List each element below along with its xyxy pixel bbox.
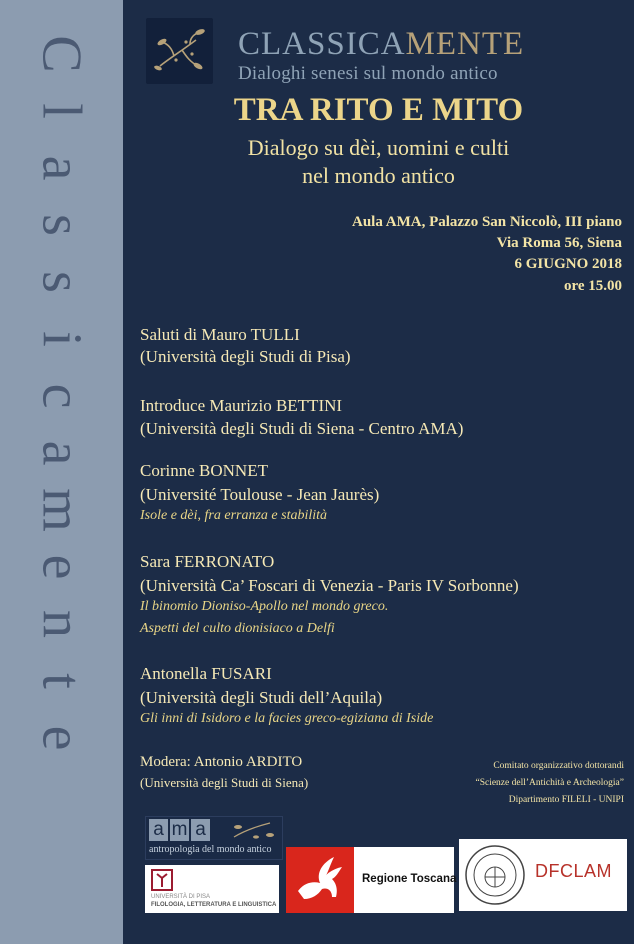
event-time: ore 15.00 bbox=[563, 278, 622, 294]
ama-letter: a bbox=[149, 819, 168, 841]
vertical-letter: C bbox=[30, 35, 93, 73]
vertical-letter: n bbox=[30, 610, 93, 638]
moderator: Modera: Antonio ARDITO bbox=[140, 754, 303, 770]
speaker-name: Introduce Maurizio BETTINI bbox=[140, 396, 343, 415]
committee-line3: Dipartimento FILELI - UNIPI bbox=[508, 795, 624, 805]
venue: Aula AMA, Palazzo San Niccolò, III piano bbox=[351, 214, 622, 230]
vertical-letter: e bbox=[30, 725, 93, 751]
ama-letter: m bbox=[171, 819, 188, 840]
speaker-affiliation: (Università degli Studi di Siena - Centro AMA) bbox=[140, 419, 464, 438]
vertical-letter: s bbox=[30, 271, 93, 293]
pisa-emblem-icon bbox=[151, 869, 173, 891]
pisa-line2: FILOLOGIA, LETTERATURA E LINGUISTICA bbox=[151, 902, 277, 908]
brand-name bbox=[238, 26, 524, 63]
ama-subtitle: antropologia del mondo antico bbox=[149, 844, 272, 855]
brand-primary: CLASSICA bbox=[238, 26, 406, 62]
vertical-letter: l bbox=[30, 103, 93, 119]
pegasus-icon bbox=[286, 847, 354, 913]
vertical-title bbox=[0, 0, 123, 944]
address: Via Roma 56, Siena bbox=[496, 235, 622, 251]
vertical-letter: a bbox=[30, 440, 93, 466]
speaker-name: Sara FERRONATO bbox=[140, 552, 275, 571]
toscana-label: Regione Toscana bbox=[362, 873, 457, 885]
brand-subtitle: Dialoghi senesi sul mondo antico bbox=[238, 63, 498, 84]
talk-title: Il binomio Dioniso-Apollo nel mondo greco. bbox=[140, 599, 389, 614]
speaker-affiliation: (Università degli Studi dell’Aquila) bbox=[140, 688, 383, 707]
vertical-letter: a bbox=[30, 155, 93, 181]
brand-accent: MENTE bbox=[405, 26, 525, 62]
pisa-line1: UNIVERSITÀ DI PISA bbox=[151, 894, 211, 900]
mistletoe-small-icon bbox=[230, 819, 276, 843]
siena-seal-icon bbox=[463, 843, 527, 907]
speaker-name: Antonella FUSARI bbox=[140, 664, 272, 683]
regione-toscana-logo bbox=[286, 847, 457, 913]
talk-title: Isole e dèi, fra erranza e stabilità bbox=[140, 508, 328, 523]
speaker-affiliation: (Università Ca’ Foscari di Venezia - Paris IV Sorbonne) bbox=[140, 576, 519, 595]
talk-title: Aspetti del culto dionisiaco a Delfi bbox=[140, 621, 335, 636]
mistletoe-logo-icon bbox=[146, 18, 213, 84]
event-subtitle-line2: nel mondo antico bbox=[302, 163, 455, 188]
moderator-affiliation: (Università degli Studi di Siena) bbox=[140, 775, 309, 790]
ama-letter: a bbox=[191, 819, 210, 841]
vertical-letter: s bbox=[30, 214, 93, 236]
committee-line1: Comitato organizzativo dottorandi bbox=[493, 761, 624, 771]
event-date: 6 GIUGNO 2018 bbox=[514, 256, 622, 272]
vertical-letter: t bbox=[30, 673, 93, 689]
dfclam-logo bbox=[459, 839, 627, 911]
vertical-letter: e bbox=[30, 554, 93, 580]
vertical-letter: m bbox=[30, 488, 93, 532]
vertical-letter: c bbox=[30, 383, 93, 409]
speaker-affiliation: (Université Toulouse - Jean Jaurès) bbox=[140, 485, 380, 504]
speaker-name: Saluti di Mauro TULLI bbox=[140, 325, 300, 344]
vertical-letter: i bbox=[30, 331, 93, 347]
ama-logo bbox=[145, 816, 283, 860]
pisa-logo bbox=[145, 865, 279, 913]
event-subtitle-line1: Dialogo su dèi, uomini e culti bbox=[247, 135, 510, 160]
committee-line2: “Scienze dell’Antichità e Archeologia” bbox=[475, 778, 624, 788]
speaker-affiliation: (Università degli Studi di Pisa) bbox=[140, 347, 351, 366]
event-title: TRA RITO E MITO bbox=[233, 92, 524, 128]
dfclam-label: DFCLAM bbox=[535, 861, 613, 881]
toscana-red-block bbox=[286, 847, 354, 913]
speaker-name: Corinne BONNET bbox=[140, 461, 268, 480]
talk-title: Gli inni di Isidoro e la facies greco-egiziana di Iside bbox=[140, 711, 434, 726]
